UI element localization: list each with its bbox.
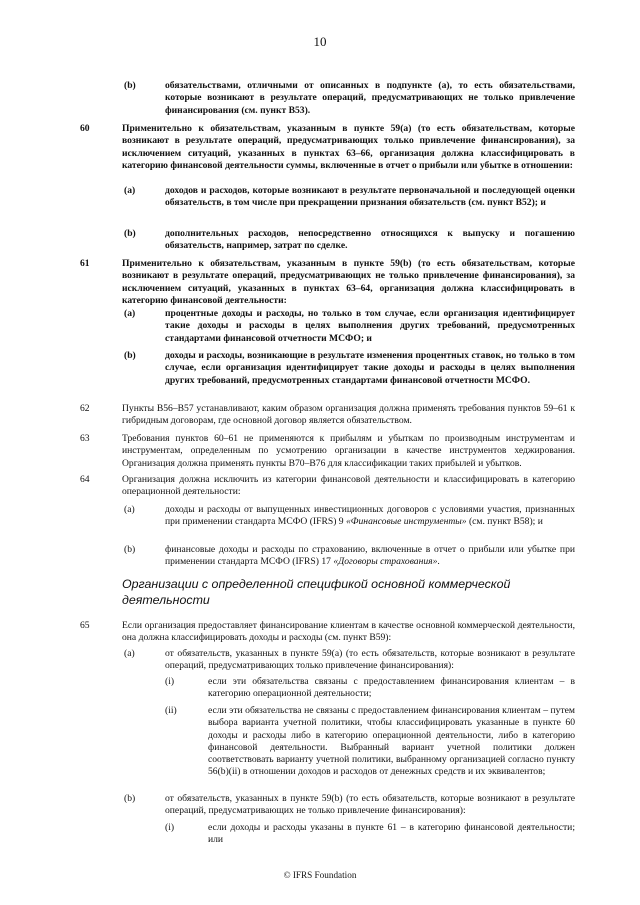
paragraph-text-part: (см. пункт B58); и [466, 516, 543, 528]
paragraph-text: Требования пунктов 60–61 не применяются к прибылям и убыткам по производным инструментам и инструментам, определенным по усмотрению организации в качестве инструментов хеджирования. Организация должна применять пункты B70–B76 для классификации таких прибылей и убытков. [122, 433, 575, 469]
paragraph-text: Пункты B56–B57 устанавливают, каким образом организация должна применять требования пунктов 59–61 к гибридным договорам, где основной договор является обязательством. [122, 403, 575, 427]
paragraph-number: (b) [124, 80, 136, 91]
paragraph-text: Организация должна исключить из категории финансовой деятельности и классифицировать в категорию операционной деятельности: [122, 474, 575, 498]
paragraph-number: (b) [124, 793, 136, 804]
paragraph-number: (b) [124, 350, 136, 361]
paragraph-number: (a) [124, 308, 136, 319]
paragraph-text [165, 504, 575, 529]
paragraph-text: если доходы и расходы указаны в пункте 61 – в категорию финансовой деятельности; или [208, 822, 575, 846]
paragraph-number: 61 [80, 258, 90, 269]
standard-title: «Договоры страхования» [333, 556, 438, 568]
paragraph-text: если эти обязательства связаны с предоставлением финансирования клиентам – в категорию операционной деятельности; [208, 676, 575, 700]
paragraph-number: (b) [124, 228, 136, 239]
paragraph-text-part: . [437, 556, 440, 568]
paragraph-text-part: финансовые доходы и расходы по страхованию, включенные в отчет о прибыли или убытке при применении стандарта МСФО (IFRS) 17 [165, 544, 575, 568]
paragraph-number: (a) [124, 648, 135, 659]
paragraph-number: (a) [124, 504, 135, 515]
paragraph-number: 65 [80, 620, 90, 631]
paragraph-number: (i) [165, 676, 175, 687]
paragraph-text: если эти обязательства не связаны с предоставлением финансирования клиентам – путем выбора варианта учетной политики, чтобы классифицировать указанные в пункте 60 доходы и расходы либо в категорию операционной деятельности, либо в категорию финансовой деятельности. Выбранный вариант учетной политики должен соответствовать варианту учетной политики, выбранному организацией согласно пункту 56(b)(ii) в отношении доходов и расходов от денежных средств и их эквивалентов; [208, 705, 575, 778]
paragraph-text: дополнительных расходов, непосредственно относящихся к выпуску и погашению обязательств, например, затрат по сделке. [165, 228, 575, 252]
paragraph-text: доходов и расходов, которые возникают в результате первоначальной и последующей оценки обязательств, в том числе при прекращении признания обязательств (см. пункт B52); и [165, 185, 575, 209]
paragraph-number: (ii) [165, 705, 177, 716]
paragraph-text: Применительно к обязательствам, указанным в пункте 59(а) (то есть обязательствам, которые возникают в результате операций, предусматривающих только привлечение финансирования), за исключением ситуаций, указанных в пунктах 63–66, организация должна классифицировать в категорию финансовой деятельности суммы, включенные в отчет о прибыли или убытке в отношении: [122, 123, 575, 171]
standard-title: «Финансовые инструменты» [346, 516, 467, 528]
paragraph-number: 63 [80, 433, 90, 444]
paragraph-text: доходы и расходы, возникающие в результате изменения процентных ставок, но только в том случае, если организация идентифицирует такие доходы и расходы в целях выполнения других требований, предусмотренных стандартами финансовой отчетности МСФО. [165, 350, 575, 386]
paragraph-text-part: доходы и расходы от выпущенных инвестиционных договоров с условиями участия, признанных при применении стандарта МСФО (IFRS) 9 [165, 504, 575, 528]
paragraph-number: 60 [80, 123, 90, 134]
paragraph-text: Если организация предоставляет финансирование клиентам в качестве основной коммерческой деятельности, она должна классифицировать доходы и расходы (см. пункт B59): [122, 620, 575, 644]
paragraph-text: процентные доходы и расходы, но только в том случае, если организация идентифицирует такие доходы и расходы в целях выполнения других требований, предусмотренных стандартами финансовой отчетности МСФО; и [165, 308, 575, 344]
page-number: 10 [313, 34, 327, 49]
paragraph-number: 62 [80, 403, 90, 414]
page-footer: © IFRS Foundation [283, 870, 357, 880]
paragraph-number: 64 [80, 474, 90, 485]
paragraph-number: (b) [124, 544, 136, 555]
paragraph-text: от обязательств, указанных в пункте 59(а) (то есть обязательств, которые возникают в результате операций, предусматривающих только привлечение финансирования): [165, 648, 575, 672]
paragraph-text [165, 544, 575, 569]
paragraph-text: от обязательств, указанных в пункте 59(b) (то есть обязательств, которые возникают в результате операций, предусматривающих не только привлечение финансирования): [165, 793, 575, 817]
paragraph-number: (a) [124, 185, 136, 196]
paragraph-number: (i) [165, 822, 175, 833]
paragraph-text: обязательствами, отличными от описанных в подпункте (а), то есть обязательствами, которые возникают в результате операций, предусматривающих не только привлечение финансирования (см. пункт B53). [165, 80, 575, 116]
paragraph-text: Применительно к обязательствам, указанным в пункте 59(b) (то есть обязательствам, которые возникают в результате операций, предусматривающих не только привлечение финансирования), за исключением ситуаций, указанных в пунктах 63–64, организация должна классифицировать в категорию финансовой деятельности: [122, 258, 575, 306]
section-heading: Организации с определенной спецификой основной коммерческой деятельности [122, 577, 511, 607]
